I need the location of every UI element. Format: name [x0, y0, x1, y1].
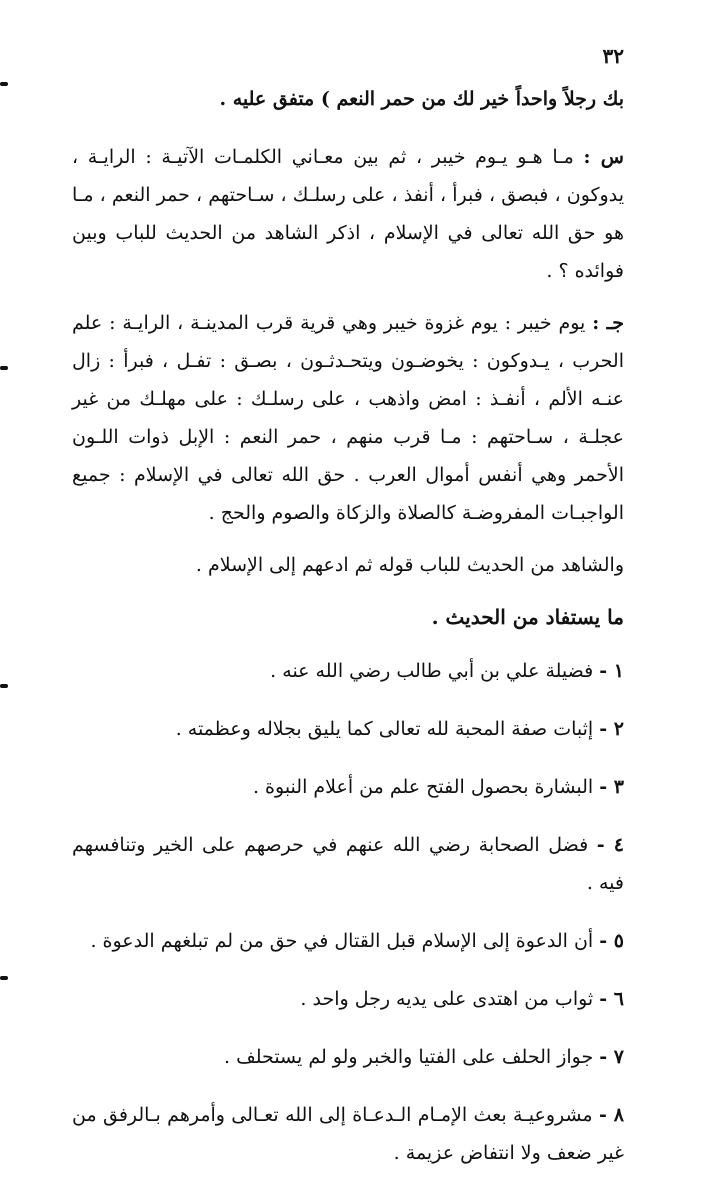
item-text: جواز الحلف على الفتيا والخبر ولو لم يستحلف .	[224, 1046, 594, 1068]
item-number: ٨ -	[598, 1104, 624, 1126]
list-item	[72, 652, 624, 690]
item-number: ٥ -	[599, 930, 624, 952]
page-body	[72, 80, 624, 1192]
list-item	[72, 980, 624, 1018]
question-paragraph	[72, 138, 624, 290]
margin-mark	[0, 684, 8, 688]
item-text: البشارة بحصول الفتح علم من أعلام النبوة .	[252, 776, 594, 798]
question-text: مـا هـو يـوم خيبر ، ثم بين معـاني الكلمـات الآتيـة : الرايـة ، يدوكون ، فبصق ، فبرأ ، أنفذ ، على رسلـك ، سـاحتهم ، حمر النعم ، مـا هو حق الله تعالى في الإسلام ، اذكر الشاهد من الحديث للباب وبين فوائده ؟ .	[72, 146, 624, 282]
benefits-heading: ما يستفاد من الحديث .	[431, 605, 624, 629]
list-item	[72, 1038, 624, 1076]
item-text: إثبات صفة المحبة لله تعالى كما يليق بجلاله وعظمته .	[175, 718, 594, 740]
answer-paragraph	[72, 304, 624, 532]
item-number: ٣ -	[599, 776, 624, 798]
answer-text: يوم خيبر : يوم غزوة خيبر وهي قرية قرب المدينـة ، الرايـة : علم الحرب ، يـدوكون : يخوضـون ويتحـدثـون ، بصـق : تفـل ، فبرأ : زال عنـه الألم ، أنفـذ : امض واذهب ، على رسلـك : على مهلـك من غير عجلـة ، سـاحتهم : مـا قرب منهم ، حمر النعم : الإبل ذوات اللـون الأحمر وهي أنفس أموال العرب . حق الله تعالى في الإسلام : جميع الواجبـات المفروضـة كالصلاة والزكاة والصوم والحج .	[72, 312, 624, 524]
item-text: ثواب من اهتدى على يديه رجل واحد .	[300, 988, 594, 1010]
list-item	[72, 768, 624, 806]
list-item	[72, 922, 624, 960]
margin-mark	[0, 82, 8, 86]
item-text: مشروعيـة بعث الإمـام الـدعـاة إلى الله تعـالى وأمرهم بـالرفق من غير ضعف ولا انتفاض عزيمة .	[72, 1104, 624, 1164]
list-item	[72, 826, 624, 902]
item-text: فضيلة علي بن أبي طالب رضي الله عنه .	[270, 660, 594, 682]
margin-mark	[0, 976, 8, 980]
margin-mark	[0, 366, 8, 370]
page-number: ٣٢	[602, 44, 624, 68]
item-number: ٧ -	[599, 1046, 624, 1068]
item-text: أن الدعوة إلى الإسلام قبل القتال في حق من لم تبلغهم الدعوة .	[90, 930, 594, 952]
witness-line: والشاهد من الحديث للباب قوله ثم ادعهم إلى الإسلام .	[195, 554, 624, 576]
item-number: ٦ -	[599, 988, 624, 1010]
answer-label: جـ :	[592, 312, 624, 334]
item-number: ٢ -	[599, 718, 624, 740]
item-number: ١ -	[599, 660, 624, 682]
question-label: س :	[583, 146, 624, 168]
opening-line: بك رجلاً واحداً خير لك من حمر النعم ) متفق عليه .	[219, 88, 624, 110]
list-item	[72, 1096, 624, 1172]
item-number: ٤ -	[596, 834, 624, 856]
list-item	[72, 710, 624, 748]
item-text: فضل الصحابة رضي الله عنهم في حرصهم على الخير وتنافسهم فيه .	[72, 834, 624, 894]
benefits-list	[72, 652, 624, 1172]
